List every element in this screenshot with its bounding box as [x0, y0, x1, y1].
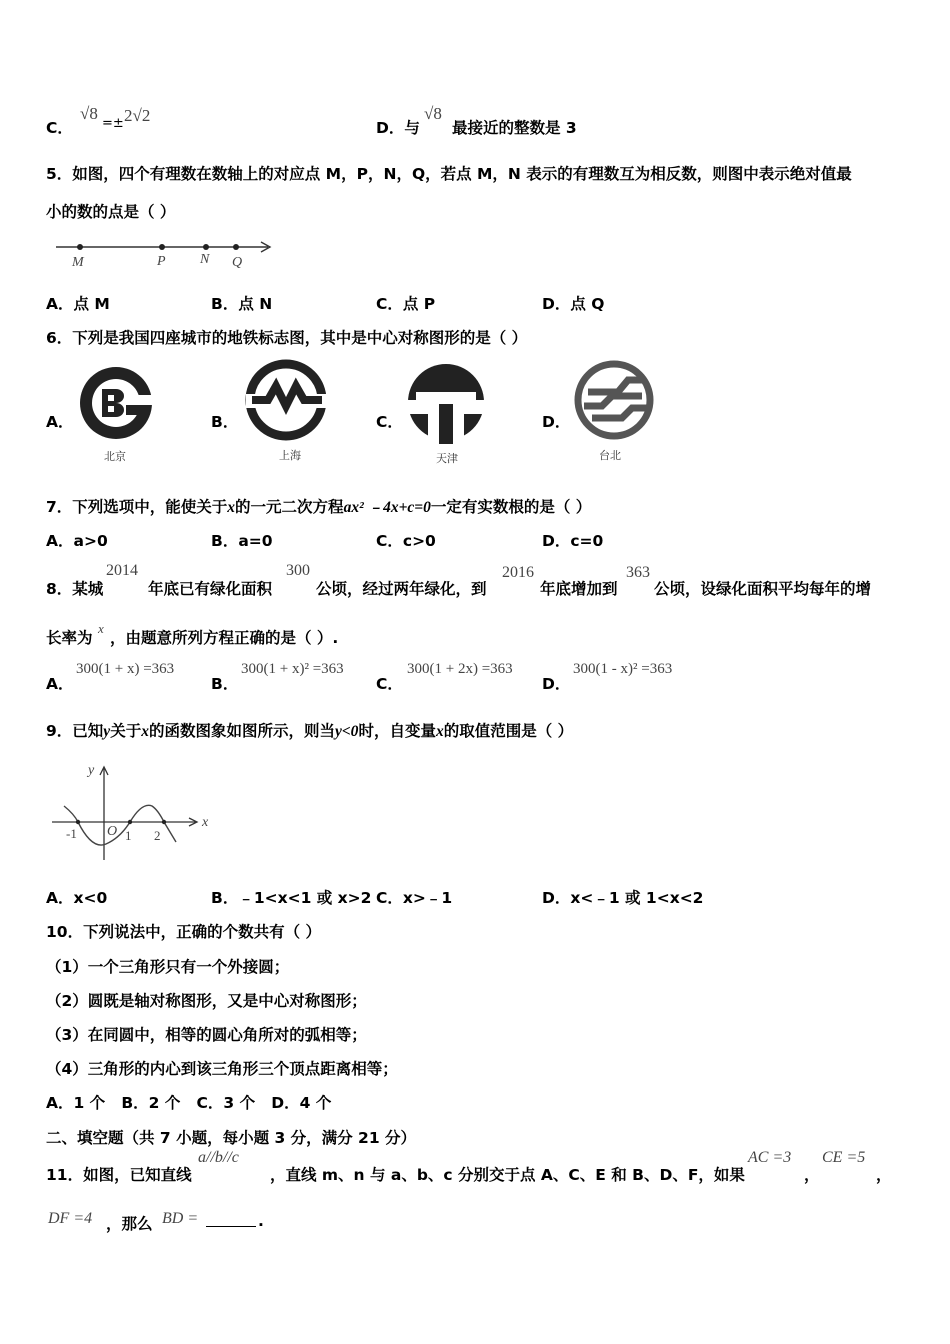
q11-parallel: a//b//c [198, 1149, 239, 1166]
q7-option-d: D．c=0 [542, 532, 604, 550]
q9-x-label: x [202, 815, 209, 830]
q6-stem: 6．下列是我国四座城市的地铁标志图，其中是中心对称图形的是（ ） [46, 329, 528, 347]
q8-year-2016: 2016 [502, 564, 534, 581]
city-shanghai: 上海 [279, 449, 301, 462]
q9-option-d: D．x<﹣1 或 1<x<2 [542, 889, 704, 907]
q7-stem: 7．下列选项中，能使关于x的一元二次方程ax² ﹣4x+c=0一定有实数根的是（ ） [46, 498, 592, 516]
q10-item-3: （3）在同圆中，相等的圆心角所对的弧相等； [46, 1026, 367, 1044]
q11-answer-blank[interactable] [206, 1212, 256, 1231]
q8-p2: 年底已有绿化面积 [148, 580, 273, 598]
q5-stem-line2: 小的数的点是（ ） [46, 203, 176, 221]
q7-option-a: A．a>0 [46, 532, 108, 550]
q8-p1: 8．某城 [46, 580, 104, 598]
q4-c-lhs: √8 [80, 104, 98, 123]
q5-point-q: Q [232, 255, 243, 270]
q8-p4: 年底增加到 [540, 580, 618, 598]
q11-p1: 11．如图，已知直线 [46, 1166, 192, 1184]
q8-p5: 公顷，设绿化面积平均每年的增 [654, 580, 872, 598]
q11-df: DF =4 [48, 1210, 93, 1227]
q9-option-b: B．﹣1<x<1 或 x>2 [211, 889, 372, 907]
q9-stem: 9．已知y关于x的函数图象如图所示，则当y<0时，自变量x的取值范围是（ ） [46, 722, 574, 740]
q8-option-a-math: 300(1 + x) =363 [76, 661, 175, 677]
q11-end: . [258, 1212, 264, 1230]
q9-option-c: C．x>﹣1 [376, 889, 453, 907]
q6-option-d-letter: D． [542, 413, 571, 431]
q10-stem: 10．下列说法中，正确的个数共有（ ） [46, 923, 321, 941]
q5-point-n: N [200, 252, 210, 267]
q8-area-363: 363 [626, 564, 650, 581]
q9-y-label: y [88, 763, 95, 778]
q10-options: A．1 个 B．2 个 C．3 个 D．4 个 [46, 1094, 332, 1112]
q8-option-b-math: 300(1 + x)² =363 [241, 661, 344, 677]
q10-item-4: （4）三角形的内心到该三角形三个顶点距离相等； [46, 1060, 398, 1078]
q5-option-a: A．点 M [46, 295, 110, 313]
q4-option-d-label: D．与 [376, 119, 420, 137]
q11-comma-1: ， [804, 1166, 820, 1184]
q5-option-b: B．点 N [211, 295, 273, 313]
q9-option-a: A．x<0 [46, 889, 108, 907]
q11-p3: ，那么 [106, 1215, 153, 1233]
q9-origin: O [107, 824, 118, 839]
city-tianjin: 天津 [436, 452, 458, 465]
q4-d-text: 最接近的整数是 3 [452, 119, 577, 137]
q8-var-x: x [98, 621, 104, 636]
q4-option-c: C． [46, 119, 73, 137]
section-2-title: 二、填空题（共 7 小题，每小题 3 分，满分 21 分） [46, 1129, 417, 1147]
q5-option-d: D．点 Q [542, 295, 605, 313]
q5-option-c: C．点 P [376, 295, 436, 313]
city-taipei: 台北 [599, 449, 621, 462]
q11-ce: CE =5 [822, 1149, 866, 1166]
q10-item-1: （1）一个三角形只有一个外接圆； [46, 958, 290, 976]
q11-ac: AC =3 [748, 1149, 792, 1166]
q9-tick-neg1: -1 [66, 826, 77, 841]
q7-option-b: B．a=0 [211, 532, 273, 550]
q8-option-d-letter: D． [542, 675, 571, 693]
q8-p6: 长率为 [46, 629, 93, 647]
q11-comma-2: ， [876, 1166, 892, 1184]
q9-tick-2: 2 [154, 828, 161, 843]
q8-option-a-letter: A． [46, 675, 74, 693]
q5-stem-line1: 5．如图，四个有理数在数轴上的对应点 M，P，N，Q，若点 M，N 表示的有理数互为相反数，则图中表示绝对值最 [46, 165, 852, 183]
q8-p7: ，由题意所列方程正确的是（ ）. [110, 629, 339, 647]
q5-point-m: M [72, 255, 84, 270]
q8-area-300: 300 [286, 562, 310, 579]
q4-c-rhs: 2√2 [124, 106, 151, 125]
q5-point-p: P [157, 254, 166, 269]
q11-p2: ，直线 m、n 与 a、b、c 分别交于点 A、C、E 和 B、D、F，如果 [270, 1166, 745, 1184]
q6-option-a-letter: A． [46, 413, 74, 431]
q8-year-2014: 2014 [106, 562, 138, 579]
q4-c-eq: =± [102, 116, 124, 131]
q8-option-c-math: 300(1 + 2x) =363 [407, 661, 513, 677]
q7-option-c: C．c>0 [376, 532, 436, 550]
q8-option-c-letter: C． [376, 675, 403, 693]
q10-item-2: （2）圆既是轴对称图形，又是中心对称图形； [46, 992, 367, 1010]
q8-option-d-math: 300(1 - x)² =363 [573, 661, 673, 677]
q8-p3: 公顷，经过两年绿化，到 [316, 580, 487, 598]
city-beijing: 北京 [104, 450, 126, 463]
q11-bd: BD = [162, 1210, 199, 1227]
q6-option-c-letter: C． [376, 413, 403, 431]
q6-option-b-letter: B． [211, 413, 239, 431]
q9-tick-1: 1 [125, 828, 132, 843]
q8-option-b-letter: B． [211, 675, 239, 693]
q4-d-math: √8 [424, 104, 442, 123]
